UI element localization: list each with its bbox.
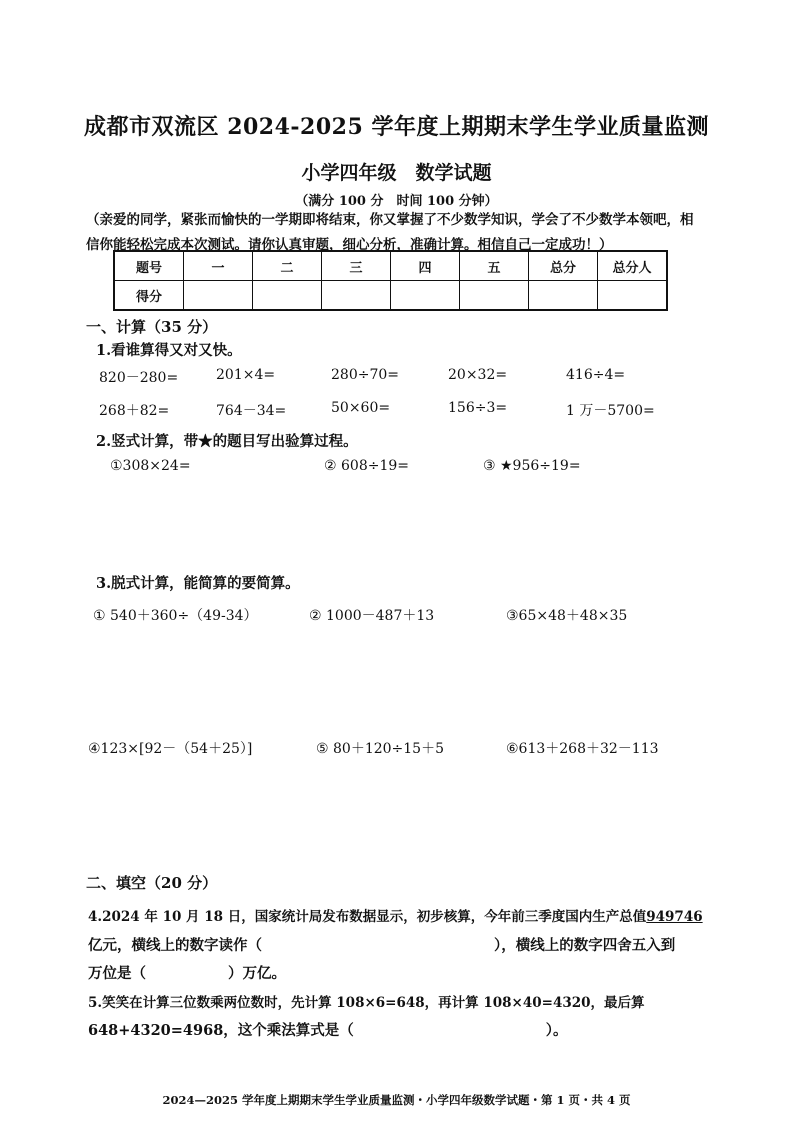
- q4-line1: [88, 905, 703, 925]
- score-table-cell: 总分: [529, 251, 598, 281]
- q4-text: 万位是（: [88, 965, 146, 982]
- q1-prompt: 1.看谁算得又对又快。: [96, 342, 242, 359]
- q2-item: ② 608÷19=: [324, 458, 409, 474]
- q3-item: ① 540＋360÷（49-34）: [93, 608, 258, 624]
- q4-text: ）万亿。: [228, 965, 286, 982]
- page-title: 成都市双流区 2024-2025 学年度上期期末学生学业质量监测: [84, 114, 709, 140]
- q1-item: 20×32=: [448, 367, 508, 383]
- score-table-cell: 总分人: [598, 251, 668, 281]
- q3-item: ⑤ 80＋120÷15＋5: [316, 741, 444, 757]
- score-input-cell[interactable]: [253, 281, 322, 311]
- q1-item: 1 万－5700=: [566, 403, 655, 419]
- q1-item: 416÷4=: [566, 367, 626, 383]
- score-input-cell[interactable]: [460, 281, 529, 311]
- q4-line2: [88, 934, 675, 955]
- exam-meta: （满分 100 分 时间 100 分钟）: [295, 194, 498, 209]
- q1-item: 820－280=: [99, 370, 179, 386]
- q5-line2: [88, 1019, 568, 1040]
- q1-item: 50×60=: [331, 400, 391, 416]
- q3-prompt: 3.脱式计算，能简算的要简算。: [96, 575, 300, 592]
- q3-item: ② 1000－487＋13: [309, 608, 435, 624]
- q4-underlined-number: 949746: [646, 909, 703, 925]
- q4-text: 亿元，横线上的数字读作（: [88, 937, 262, 954]
- q2-item: ①308×24=: [110, 458, 191, 474]
- q2-prompt: 2.竖式计算，带★的题目写出验算过程。: [96, 433, 358, 450]
- q1-item: 764－34=: [216, 403, 287, 419]
- q5-line1: 5.笑笑在计算三位数乘两位数时，先计算 108×6=648，再计算 108×40=4320，最后算: [88, 995, 645, 1011]
- q1-item: 268＋82=: [99, 403, 170, 419]
- score-input-cell[interactable]: [529, 281, 598, 311]
- q1-item: 156÷3=: [448, 400, 508, 416]
- intro-text: （亲爱的同学，紧张而愉快的一学期即将结束，你又掌握了不少数学知识，学会了不少数学本领吧，相信你能轻松完成本次测试。请你认真审题，细心分析，准确计算。相信自己一定成功！）: [86, 212, 694, 253]
- score-table-cell: 五: [460, 251, 529, 281]
- score-table: [113, 250, 668, 311]
- q3-item: ③65×48＋48×35: [506, 608, 628, 624]
- page-footer: 2024—2025 学年度上期期末学生学业质量监测・小学四年级数学试题・第 1 页・共 4 页: [162, 1093, 631, 1107]
- score-table-header-row: [114, 251, 667, 281]
- score-input-cell[interactable]: [184, 281, 253, 311]
- section1-heading: 一、计算（35 分）: [86, 318, 218, 336]
- q2-item: ③ ★956÷19=: [483, 458, 581, 474]
- q4-text: 4.2024 年 10 月 18 日，国家统计局发布数据显示，初步核算，今年前三季度国内生产总值: [88, 909, 647, 925]
- score-input-cell[interactable]: [391, 281, 460, 311]
- score-table-score-row: [114, 281, 667, 311]
- q5-text: ）。: [545, 1022, 568, 1039]
- q4-line3: [88, 962, 286, 983]
- q3-item: ⑥613＋268＋32－113: [506, 741, 659, 757]
- score-table-cell: 题号: [114, 251, 184, 281]
- score-table-cell: 四: [391, 251, 460, 281]
- q3-item: ④123×[92－（54＋25）]: [88, 741, 253, 757]
- page-subtitle: 小学四年级 数学试题: [301, 162, 492, 184]
- section2-heading: 二、填空（20 分）: [86, 874, 218, 892]
- score-input-cell[interactable]: [598, 281, 668, 311]
- score-table-cell: 二: [253, 251, 322, 281]
- score-table-cell: 得分: [114, 281, 184, 311]
- q1-item: 201×4=: [216, 367, 276, 383]
- score-table-cell: 一: [184, 251, 253, 281]
- score-table-cell: 三: [322, 251, 391, 281]
- q1-item: 280÷70=: [331, 367, 399, 383]
- q5-text: 648+4320=4968，这个乘法算式是（: [88, 1022, 354, 1039]
- q4-text: ），横线上的数字四舍五入到: [494, 937, 676, 954]
- score-input-cell[interactable]: [322, 281, 391, 311]
